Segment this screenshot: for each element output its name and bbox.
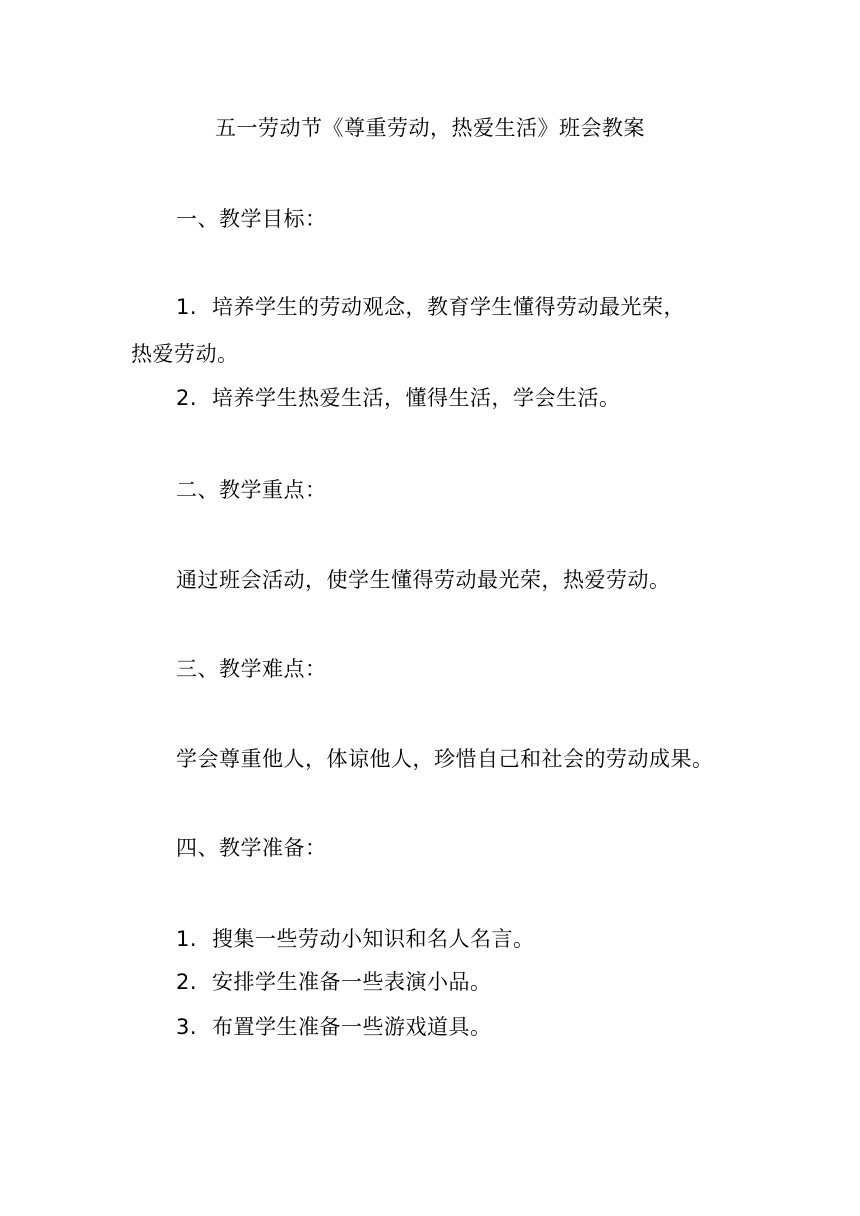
preparation-item-3 [176, 1013, 492, 1041]
list-text: 安排学生准备一些表演小品。 [212, 970, 492, 994]
list-number: 1. [176, 295, 198, 319]
document-title: 五一劳动节《尊重劳动，热爱生活》班会教案 [215, 116, 645, 140]
list-text: 布置学生准备一些游戏道具。 [212, 1015, 492, 1039]
list-number: 2. [176, 386, 198, 410]
section-heading-preparation: 四、教学准备： [176, 836, 327, 860]
list-text: 培养学生的劳动观念，教育学生懂得劳动最光荣， [212, 295, 685, 319]
list-number: 3. [176, 1015, 198, 1039]
objective-item-2 [176, 384, 621, 412]
difficulties-text: 学会尊重他人，体谅他人，珍惜自己和社会的劳动成果。 [176, 747, 714, 771]
list-text: 培养学生热爱生活，懂得生活，学会生活。 [212, 386, 621, 410]
key-points-text: 通过班会活动，使学生懂得劳动最光荣，热爱劳动。 [176, 568, 671, 592]
section-heading-objectives: 一、教学目标： [176, 207, 327, 231]
objective-item-1-continuation: 热爱劳动。 [131, 342, 239, 366]
list-number: 2. [176, 970, 198, 994]
preparation-item-1 [176, 925, 535, 953]
section-heading-key-points: 二、教学重点： [176, 478, 327, 502]
objective-item-1 [176, 293, 685, 321]
list-text: 搜集一些劳动小知识和名人名言。 [212, 927, 535, 951]
preparation-item-2 [176, 968, 492, 996]
section-heading-difficulties: 三、教学难点： [176, 657, 327, 681]
list-number: 1. [176, 927, 198, 951]
